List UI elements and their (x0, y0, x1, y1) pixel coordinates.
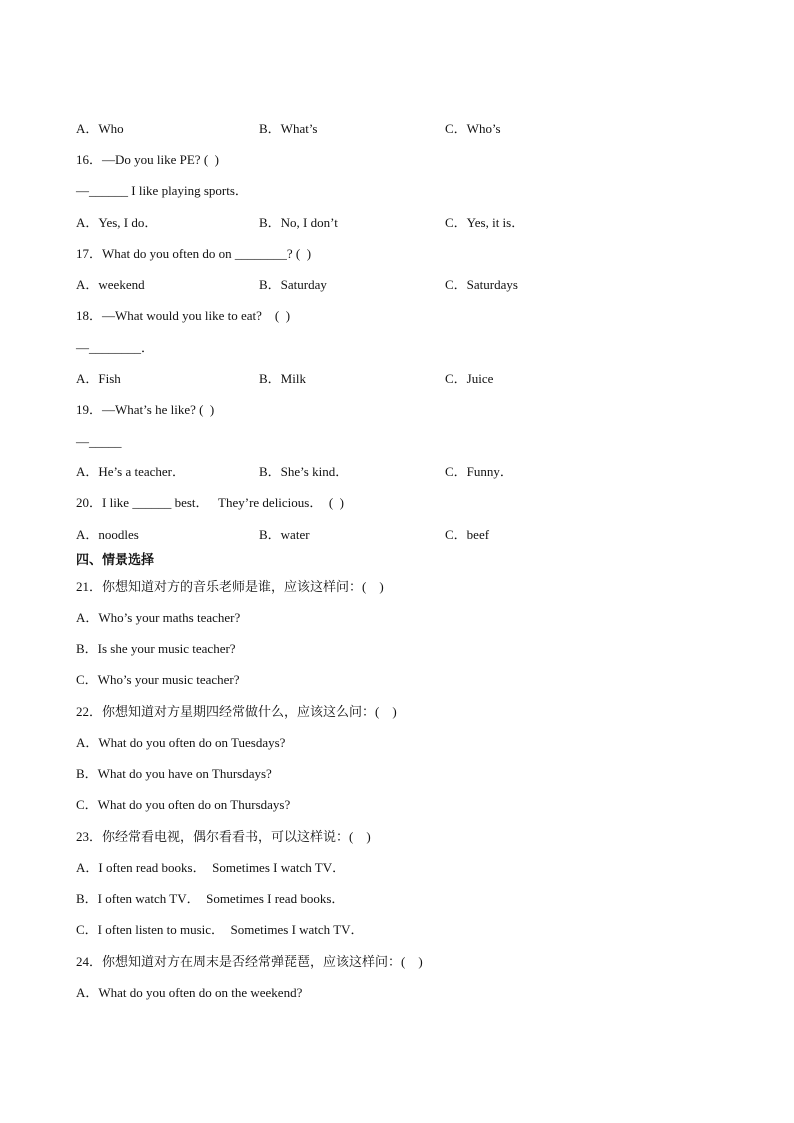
q18-stem: 18．—What would you like to eat? ( ) (76, 308, 291, 323)
q18-options (76, 371, 716, 387)
q19-option-c: C．Funny． (445, 464, 513, 479)
q17-stem: 17．What do you often do on ________? ( ) (76, 246, 312, 261)
q23-option-b: B．I often watch TV． Sometimes I read books． (76, 891, 345, 906)
q22-stem: 22．你想知道对方星期四经常做什么，应该这么问：( ) (76, 704, 397, 719)
q23-option-c: C．I often listen to music． Sometimes I watch TV． (76, 922, 364, 937)
section-title: 四、情景选择 (76, 553, 155, 568)
q24-stem: 24．你想知道对方在周末是否经常弹琵琶，应该这样问：( ) (76, 954, 423, 969)
q16-answer-line: —______ I like playing sports． (76, 183, 248, 198)
q16-stem: 16．—Do you like PE? ( ) (76, 152, 219, 167)
q18-answer-line: —________． (76, 340, 155, 355)
q22-option-c: C．What do you often do on Thursdays? (76, 797, 291, 812)
q21-option-a: A．Who’s your maths teacher? (76, 610, 241, 625)
q19-option-a: A．He’s a teacher． (76, 464, 186, 479)
q21-option-b: B．Is she your music teacher? (76, 641, 236, 656)
q23-option-a: A．I often read books． Sometimes I watch TV． (76, 860, 346, 875)
q17-option-a: A．weekend (76, 277, 145, 292)
q18-option-c: C．Juice (445, 371, 494, 386)
q24-option-a: A．What do you often do on the weekend? (76, 985, 303, 1000)
q21-stem: 21．你想知道对方的音乐老师是谁，应该这样问：( ) (76, 579, 384, 594)
q15-option-a: A．Who (76, 121, 124, 136)
q16-options (76, 215, 716, 231)
q16-option-b: B．No, I don’t (259, 215, 338, 230)
q17-options (76, 277, 716, 293)
q16-option-a: A．Yes, I do． (76, 215, 158, 230)
q20-stem: 20．I like ______ best． They’re delicious． ( ) (76, 495, 345, 510)
q19-options (76, 464, 716, 480)
q17-option-b: B．Saturday (259, 277, 327, 292)
q19-option-b: B．She’s kind． (259, 464, 349, 479)
q18-option-a: A．Fish (76, 371, 121, 386)
q20-option-c: C．beef (445, 527, 490, 542)
q16-option-c: C．Yes, it is． (445, 215, 525, 230)
q19-answer-line: —_____ (76, 434, 122, 449)
q18-option-b: B．Milk (259, 371, 306, 386)
q15-option-b: B．What’s (259, 121, 318, 136)
q23-stem: 23．你经常看电视，偶尔看看书，可以这样说：( ) (76, 829, 371, 844)
q15-option-c: C．Who’s (445, 121, 501, 136)
q19-stem: 19．—What’s he like? ( ) (76, 402, 215, 417)
q20-option-b: B．water (259, 527, 310, 542)
q21-option-c: C．Who’s your music teacher? (76, 672, 240, 687)
q20-options (76, 527, 716, 543)
q17-option-c: C．Saturdays (445, 277, 518, 292)
q15-options (76, 121, 716, 137)
q20-option-a: A．noodles (76, 527, 139, 542)
q22-option-b: B．What do you have on Thursdays? (76, 766, 272, 781)
q22-option-a: A．What do you often do on Tuesdays? (76, 735, 286, 750)
